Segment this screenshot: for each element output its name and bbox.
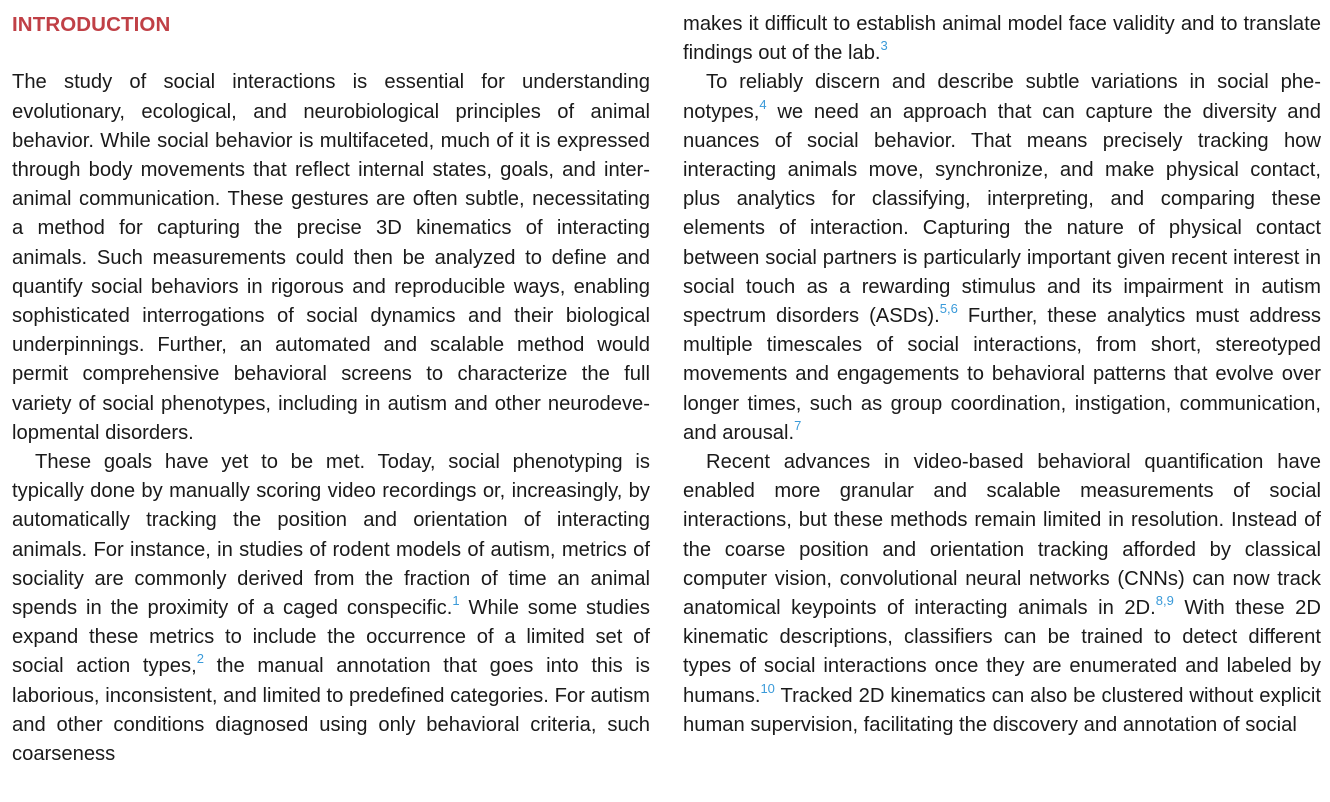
left-column [12, 10, 650, 769]
paragraph-text: the manual annotation that goes into this is laborious, inconsistent, and limited to predefined categories. For autism and other conditions diagnosed using only behavioral criteria, such coarseness [12, 655, 650, 766]
paragraph-text: With these 2D kinematic descriptions, classifiers can be trained to detect different types of social interactions once they are enumerated and labeled by humans. [683, 597, 1321, 707]
paragraph-text: The study of social interactions is essential for understanding evolutionary, ecological, and neurobiological principles of animal behavior. While social behavior is multifaceted, much of it is expressed through body movements that reflect internal states, goals, and inter-animal communication. These gestures are often subtle, necessitating a method for capturing the precise 3D kinematics of interacting animals. Such measurements could then be analyzed to define and quantify social behaviors in rigorous and reproducible ways, enabling sophisticated interrogations of social dynamics and their biological underpinnings. Further, an automated and scalable method would permit comprehensive behavioral screens to characterize the full variety of social phenotypes, including in autism and other neurodevelopmental disorders. [12, 71, 650, 444]
citation-link[interactable]: 5,6 [939, 301, 958, 317]
paragraph-advances [683, 448, 1321, 740]
paragraph-text: Further, these analytics must address multiple timescales of social interactions, from short, stereotyped movements and engagements to behavioral patterns that evolve over longer times, such as group coordination, instigation, communication, and arousal. [683, 305, 1321, 444]
citation-link[interactable]: 3 [880, 38, 888, 54]
citation-link[interactable]: 1 [452, 593, 460, 609]
paragraph-text: Tracked 2D kinematics can also be clustered without explicit human supervision, facilitating the discovery and annotation of social [683, 684, 1321, 736]
paragraph-text: To reliably discern and describe subtle variations in social phenotypes, [683, 71, 1321, 123]
paragraph-intro [12, 68, 650, 448]
section-heading: INTRODUCTION [12, 13, 171, 36]
paragraph-text: While some studies expand these metrics to include the occurrence of a limited set of social action types, [12, 597, 651, 678]
citation-link[interactable]: 10 [760, 680, 775, 696]
paragraph-text: Recent advances in video-based behavioral quantification have enabled more granular and scalable measurements of social interactions, but these methods remain limited in resolution. Instead of the coarse position and orientation tracking afforded by classical computer vision, convolutional neural networks (CNNs) can now track anatomical keypoints of interacting animals in 2D. [683, 451, 1321, 620]
paragraph-approach [683, 68, 1321, 448]
paragraph-text: we need an approach that can capture the diversity and nuances of social behavior. That means precisely tracking how interacting animals move, synchronize, and make physical contact, plus analytics for classifying, interpreting, and comparing these elements of interaction. Capturing the nature of physical contact between social partners is particularly important given recent interest in social touch as a rewarding stimulus and its impairment in autism spectrum disorders (ASDs). [683, 100, 1321, 328]
paragraph-continued [683, 10, 1321, 68]
paragraph-goals [12, 448, 650, 769]
citation-link[interactable]: 7 [794, 417, 802, 433]
paragraph-text: makes it difficult to establish animal model face validity and to translate findings out of the lab. [683, 13, 1321, 65]
paragraph-text: These goals have yet to be met. Today, social phenotyping is typically done by manually scoring video recordings or, increasingly, by automatically tracking the position and orientation of interacting animals. For instance, in studies of rodent models of autism, metrics of sociality are commonly derived from the fraction of time an animal spends in the proximity of a caged conspecific. [12, 451, 650, 620]
citation-link[interactable]: 2 [196, 651, 204, 667]
citation-link[interactable]: 8,9 [1155, 593, 1174, 609]
citation-link[interactable]: 4 [759, 96, 767, 112]
right-column [683, 10, 1321, 740]
